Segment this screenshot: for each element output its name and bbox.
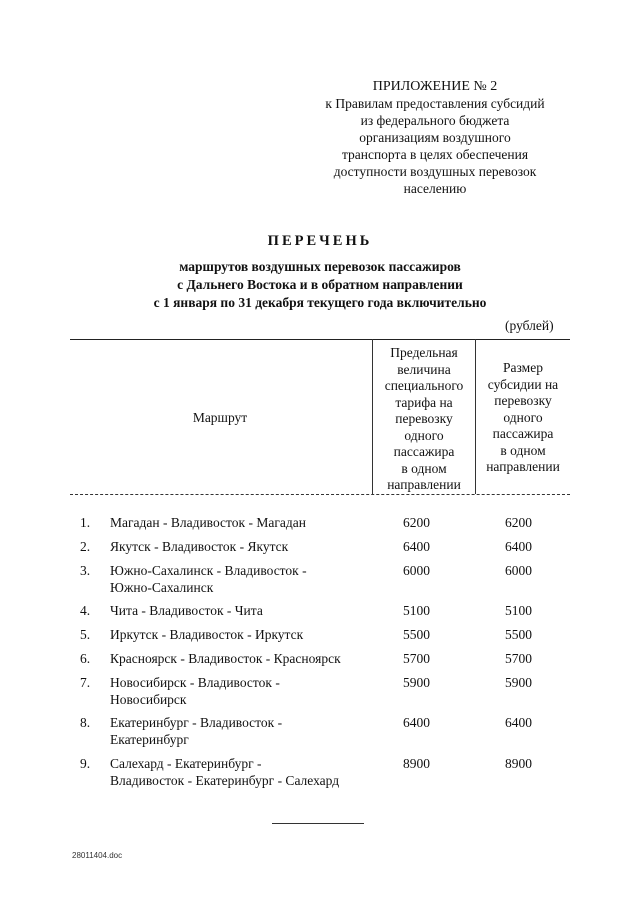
row-tariff: 5900 bbox=[403, 675, 430, 690]
row-route bbox=[110, 674, 380, 708]
row-subsidy: 5100 bbox=[505, 603, 532, 618]
row-tariff: 5700 bbox=[403, 651, 430, 666]
header-tariff-line: Предельная bbox=[390, 345, 458, 360]
appendix-line: из федерального бюджета bbox=[360, 113, 510, 128]
row-subsidy: 5900 bbox=[505, 675, 532, 690]
header-tariff-line: тарифа на bbox=[395, 394, 453, 410]
row-number: 3. bbox=[80, 563, 91, 578]
appendix-line: организациям воздушного bbox=[359, 130, 511, 145]
route-line: Южно-Сахалинск - Владивосток - bbox=[110, 563, 307, 578]
subheading-line: маршрутов воздушных перевозок пассажиров bbox=[179, 259, 461, 274]
row-route bbox=[110, 714, 380, 748]
row-number: 8. bbox=[80, 715, 91, 730]
row-route bbox=[110, 626, 380, 643]
header-tariff-line: направлении bbox=[387, 477, 461, 492]
row-tariff: 6200 bbox=[403, 515, 430, 530]
row-tariff: 8900 bbox=[403, 756, 430, 771]
header-subsidy bbox=[476, 360, 570, 476]
closing-rule bbox=[272, 823, 364, 824]
route-line: Магадан - Владивосток - Магадан bbox=[110, 515, 306, 530]
row-number: 2. bbox=[80, 539, 91, 554]
route-line: Якутск - Владивосток - Якутск bbox=[110, 539, 289, 554]
document-heading: ПЕРЕЧЕНЬ bbox=[267, 233, 373, 249]
table-header-bottom-rule bbox=[70, 494, 570, 495]
row-route bbox=[110, 538, 380, 555]
header-subsidy-line: перевозку bbox=[494, 393, 552, 408]
row-route bbox=[110, 755, 380, 789]
row-subsidy: 5500 bbox=[505, 627, 532, 642]
route-line: Южно-Сахалинск bbox=[110, 580, 214, 595]
header-route: Маршрут bbox=[192, 410, 248, 425]
appendix-line: транспорта в целях обеспечения bbox=[341, 147, 529, 162]
route-line: Новосибирск - Владивосток - bbox=[110, 675, 280, 690]
row-route bbox=[110, 650, 380, 667]
appendix-line: доступности воздушных перевозок bbox=[333, 164, 537, 179]
subheading-line: с Дальнего Востока и в обратном направлении bbox=[177, 277, 463, 292]
document-file-id: 28011404.doc bbox=[72, 851, 123, 860]
header-subsidy-line: Размер bbox=[503, 360, 543, 375]
table-top-rule bbox=[70, 339, 570, 340]
row-tariff: 6000 bbox=[403, 563, 430, 578]
header-tariff-line: в одном bbox=[401, 460, 447, 476]
row-tariff: 5100 bbox=[403, 603, 430, 618]
header-subsidy-line: пассажира bbox=[492, 426, 554, 441]
currency-unit: (рублей) bbox=[505, 318, 554, 333]
route-line: Новосибирск bbox=[110, 692, 187, 707]
route-line: Красноярск - Владивосток - Красноярск bbox=[110, 651, 341, 666]
route-line: Екатеринбург - Владивосток - bbox=[110, 715, 283, 730]
appendix-line: к Правилам предоставления субсидий bbox=[325, 96, 545, 111]
header-tariff bbox=[373, 345, 475, 494]
route-line: Иркутск - Владивосток - Иркутск bbox=[110, 627, 304, 642]
subheading-line: с 1 января по 31 декабря текущего года включительно bbox=[153, 295, 487, 310]
header-tariff-line: перевозку bbox=[395, 411, 453, 426]
header-tariff-line: пассажира bbox=[393, 444, 455, 459]
appendix-block bbox=[300, 78, 570, 197]
route-line: Владивосток - Екатеринбург - Салехард bbox=[110, 773, 340, 788]
row-subsidy: 6400 bbox=[505, 715, 532, 730]
header-tariff-line: величина bbox=[397, 361, 451, 377]
row-subsidy: 6200 bbox=[505, 515, 532, 530]
row-number: 9. bbox=[80, 756, 91, 771]
route-line: Екатеринбург bbox=[110, 732, 189, 747]
header-subsidy-line: субсидии на bbox=[487, 376, 559, 392]
header-subsidy-line: в одном bbox=[500, 442, 546, 458]
row-number: 4. bbox=[80, 603, 91, 618]
row-number: 1. bbox=[80, 515, 91, 530]
row-route bbox=[110, 514, 380, 531]
route-line: Салехард - Екатеринбург - bbox=[110, 756, 262, 771]
row-route bbox=[110, 602, 380, 619]
route-line: Чита - Владивосток - Чита bbox=[110, 603, 263, 618]
row-tariff: 6400 bbox=[403, 715, 430, 730]
row-subsidy: 5700 bbox=[505, 651, 532, 666]
row-tariff: 6400 bbox=[403, 539, 430, 554]
appendix-line: населению bbox=[403, 181, 467, 196]
row-subsidy: 6400 bbox=[505, 539, 532, 554]
appendix-title: ПРИЛОЖЕНИЕ № 2 bbox=[372, 79, 498, 94]
header-subsidy-line: одного bbox=[503, 409, 543, 425]
header-tariff-line: одного bbox=[404, 427, 444, 443]
row-number: 6. bbox=[80, 651, 91, 666]
row-number: 7. bbox=[80, 675, 91, 690]
row-subsidy: 8900 bbox=[505, 756, 532, 771]
header-subsidy-line: направлении bbox=[486, 459, 560, 474]
row-number: 5. bbox=[80, 627, 91, 642]
header-tariff-line: специального bbox=[384, 378, 464, 393]
row-subsidy: 6000 bbox=[505, 563, 532, 578]
row-route bbox=[110, 562, 380, 596]
row-tariff: 5500 bbox=[403, 627, 430, 642]
document-subheading bbox=[0, 258, 640, 312]
